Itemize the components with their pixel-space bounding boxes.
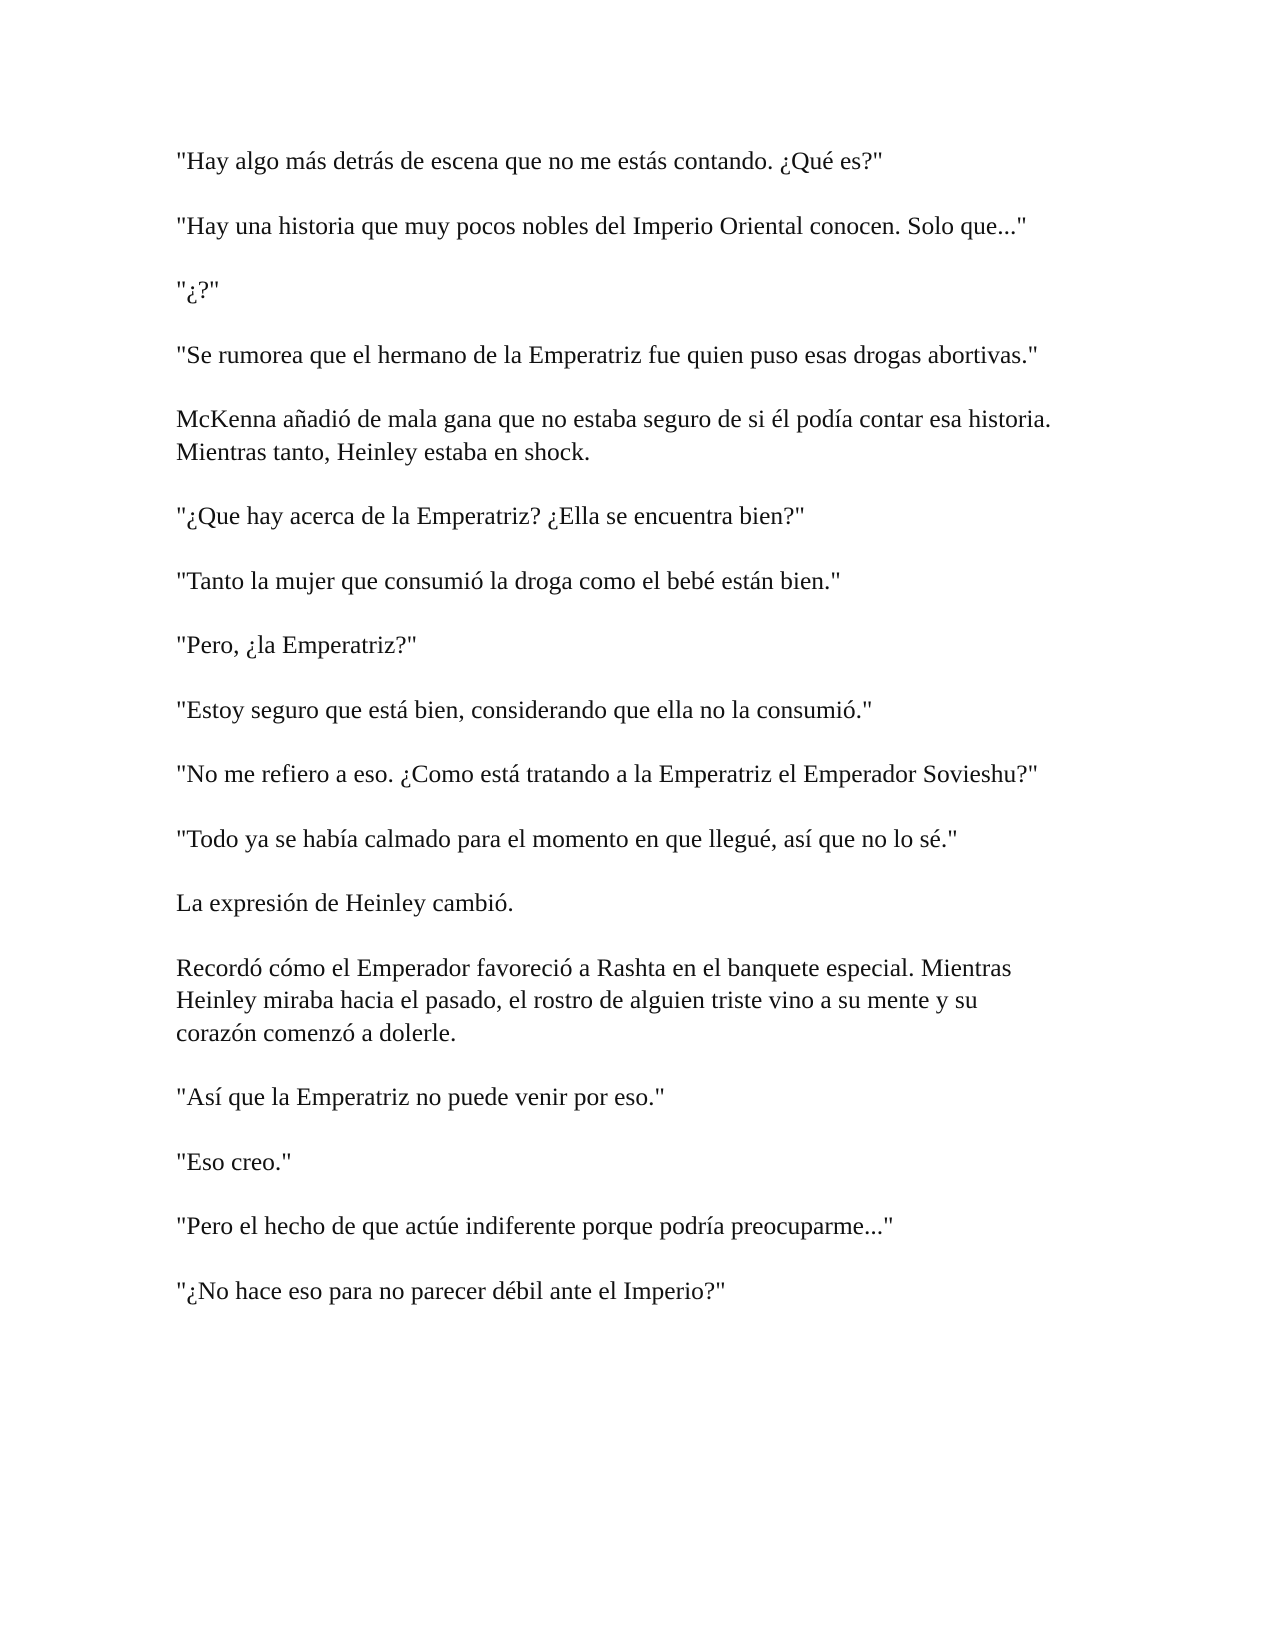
paragraph-4: "Se rumorea que el hermano de la Emperatriz fue quien puso esas drogas abortivas." (176, 339, 1039, 369)
paragraph-17: "¿No hace eso para no parecer débil ante el Imperio?" (176, 1275, 726, 1305)
paragraph-12: La expresión de Heinley cambió. (176, 888, 514, 917)
paragraph-10: "No me refiero a eso. ¿Como está tratando a la Emperatriz el Emperador Sovieshu?" (176, 759, 1038, 788)
paragraph-15: "Eso creo." (176, 1146, 292, 1176)
paragraph-3: "¿?" (176, 275, 220, 304)
paragraph-7: "Tanto la mujer que consumió la droga como el bebé están bien." (176, 565, 841, 595)
paragraph-11: "Todo ya se había calmado para el momento en que llegué, así que no lo sé." (176, 823, 958, 853)
paragraph-6: "¿Que hay acerca de la Emperatriz? ¿Ella se encuentra bien?" (176, 501, 805, 530)
paragraph-14: "Así que la Emperatriz no puede venir por eso." (176, 1082, 665, 1111)
page-body (176, 145, 1056, 1339)
paragraph-8: "Pero, ¿la Emperatriz?" (176, 630, 417, 659)
paragraph-16: "Pero el hecho de que actúe indiferente porque podría preocuparme..." (176, 1211, 894, 1240)
paragraph-9: "Estoy seguro que está bien, considerando que ella no la consumió." (176, 694, 873, 724)
paragraph-2: "Hay una historia que muy pocos nobles del Imperio Oriental conocen. Solo que..." (176, 210, 1027, 240)
paragraph-13: Recordó cómo el Emperador favoreció a Rashta en el banquete especial. Mientras Heinley miraba hacia el pasado, el rostro de alguien triste vino a su mente y su corazón comenzó a dolerle. (176, 952, 1012, 1047)
paragraph-1: "Hay algo más detrás de escena que no me estás contando. ¿Qué es?" (176, 146, 883, 175)
paragraph-5: McKenna añadió de mala gana que no estaba seguro de si él podía contar esa historia. Mientras tanto, Heinley estaba en shock. (176, 404, 1052, 466)
